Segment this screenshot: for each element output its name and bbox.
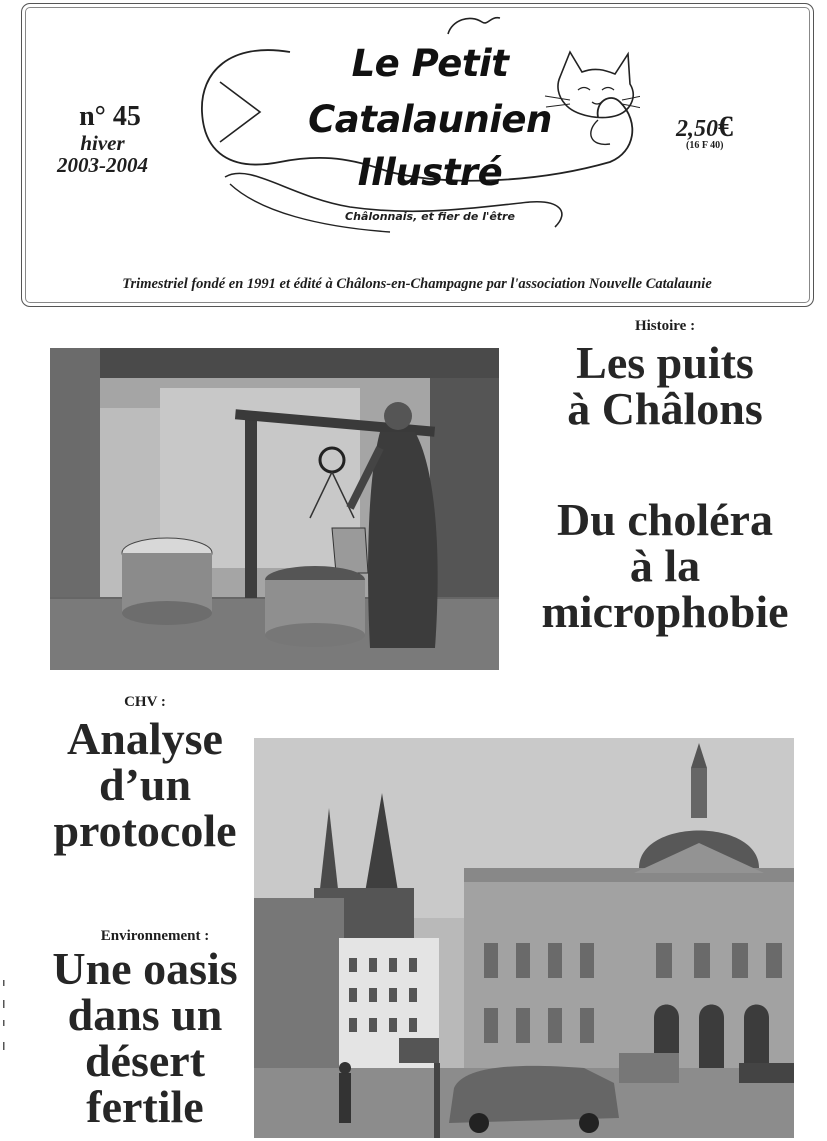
issue-number: n° 45 <box>79 101 141 132</box>
title-line-3: Illustré <box>357 151 503 194</box>
town-hall-photo <box>254 738 794 1138</box>
headline-line: désert <box>84 1035 206 1086</box>
headline-line: Les puits <box>576 337 754 388</box>
headline-line: fertile <box>86 1081 204 1132</box>
article-3-headline <box>30 713 260 856</box>
headline-line: d’un <box>98 759 192 810</box>
headline-line: Du choléra <box>557 494 773 545</box>
headline-line: dans un <box>67 989 223 1040</box>
article-3-kicker: CHV : <box>124 694 166 710</box>
article-1-headline <box>530 337 800 434</box>
headline-line: à Châlons <box>567 383 763 434</box>
article-4-kicker: Environnement : <box>100 928 210 944</box>
well-photo <box>50 348 499 670</box>
title-line-1: Le Petit <box>351 42 509 85</box>
masthead-slogan: Châlonnais, et fier de l'être <box>345 210 515 223</box>
headline-line: protocole <box>53 805 237 856</box>
article-2-headline <box>520 494 810 637</box>
title-line-2: Catalaunien <box>308 98 552 141</box>
article-1-kicker: Histoire : <box>634 318 696 334</box>
price <box>676 110 733 144</box>
headline-line: microphobie <box>541 586 789 637</box>
margin-mark <box>2 980 6 1060</box>
article-4-headline <box>30 943 260 1132</box>
headline-line: Analyse <box>67 713 223 764</box>
headline-line: Une oasis <box>52 943 238 994</box>
headline-line: à la <box>629 540 701 591</box>
price-value: 2,50 <box>676 116 718 142</box>
euro-icon: € <box>718 110 733 143</box>
issue-season <box>40 132 165 176</box>
masthead-tagline: Trimestriel fondé en 1991 et édité à Châlons-en-Champagne par l'association Nouvelle Catalaunie <box>122 276 712 292</box>
season-years: 2003-2004 <box>57 153 148 177</box>
price-old-francs: (16 F 40) <box>686 140 724 151</box>
season-label: hiver <box>80 131 125 155</box>
